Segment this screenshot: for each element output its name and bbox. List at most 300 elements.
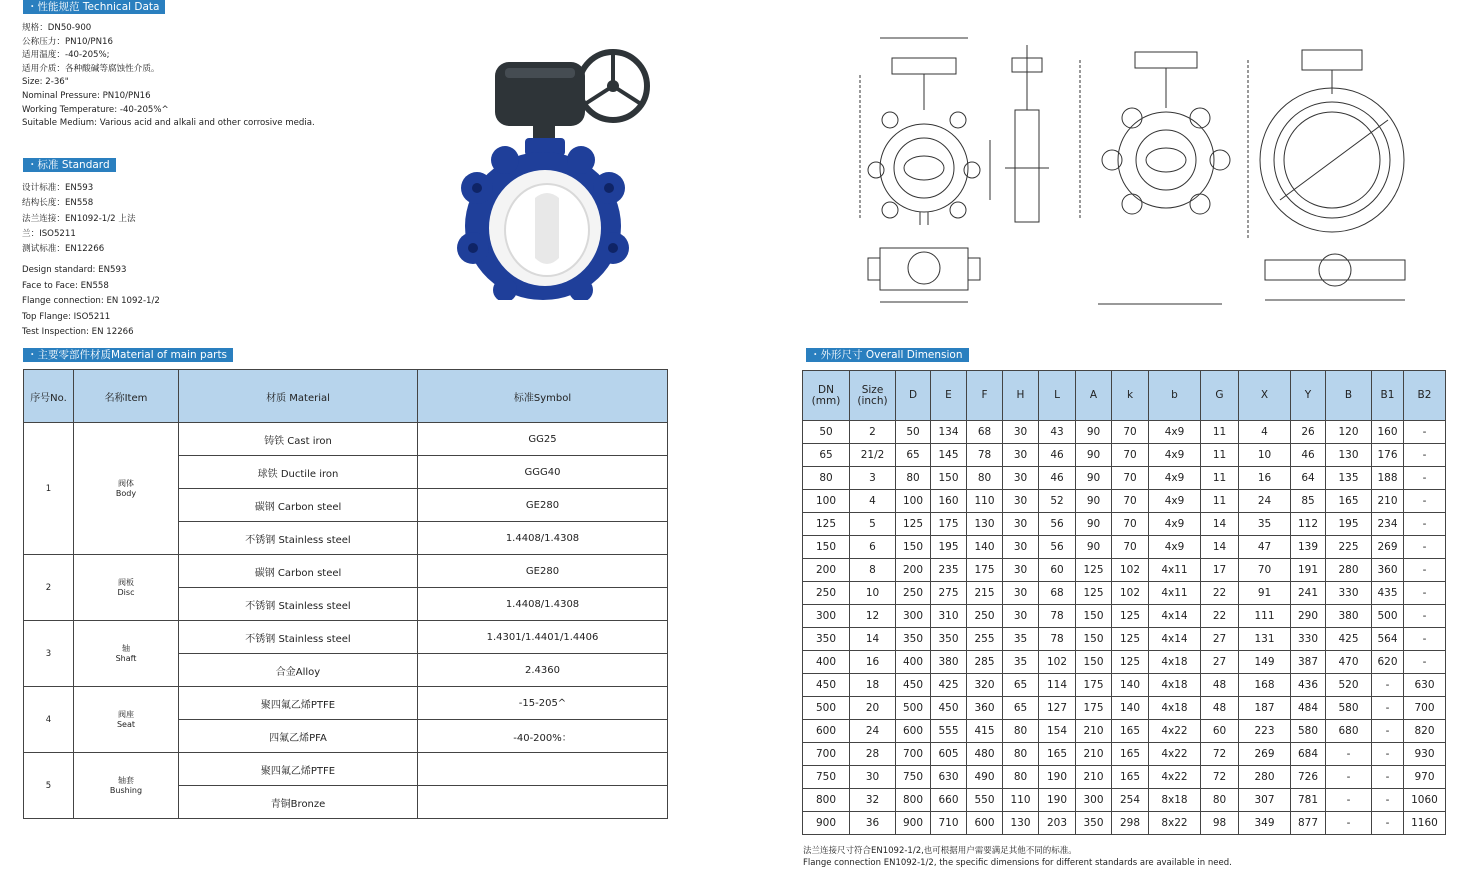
table-cell: 165	[1039, 743, 1076, 766]
table-cell: 130	[1003, 812, 1039, 835]
table-cell: 22	[1201, 605, 1239, 628]
table-cell: 72	[1201, 743, 1239, 766]
table-cell: 4x18	[1149, 697, 1201, 720]
standard-line: 法兰连接：EN1092-1/2 上法	[22, 213, 136, 224]
dimension-header: ・外形尺寸 Overall Dimension	[806, 348, 969, 362]
table-cell: 223	[1239, 720, 1291, 743]
table-cell: -	[1326, 812, 1372, 835]
part-number: 5	[24, 753, 74, 819]
table-cell: 70	[1112, 513, 1149, 536]
standard-line: Face to Face: EN558	[22, 280, 109, 291]
column-header: B2	[1404, 371, 1446, 421]
table-row	[24, 621, 668, 654]
table-cell: 800	[896, 789, 931, 812]
table-cell: 484	[1291, 697, 1326, 720]
table-cell: 11	[1201, 421, 1239, 444]
table-cell: 195	[1326, 513, 1372, 536]
table-cell: 350	[803, 628, 850, 651]
table-cell: 125	[896, 513, 931, 536]
table-cell: 415	[967, 720, 1003, 743]
column-header: H	[1003, 371, 1039, 421]
table-cell: 100	[803, 490, 850, 513]
table-cell: 280	[1326, 559, 1372, 582]
table-cell: 310	[931, 605, 967, 628]
symbol-cell: 1.4408/1.4308	[418, 588, 668, 621]
table-cell: 280	[1239, 766, 1291, 789]
standard-line: Design standard: EN593	[22, 265, 127, 275]
table-cell: 24	[850, 720, 896, 743]
table-cell: 435	[1372, 582, 1404, 605]
table-cell: 210	[1076, 743, 1112, 766]
table-cell: 400	[803, 651, 850, 674]
table-cell: 800	[803, 789, 850, 812]
table-cell: 500	[1372, 605, 1404, 628]
table-cell: 8	[850, 559, 896, 582]
table-cell: 165	[1112, 766, 1149, 789]
spec-line: 适用介质：各种酸碱等腐蚀性介质。	[22, 63, 160, 74]
table-cell: 80	[1003, 766, 1039, 789]
dimension-table	[802, 370, 1446, 835]
table-cell: 349	[1239, 812, 1291, 835]
table-cell: 14	[1201, 513, 1239, 536]
table-cell: 877	[1291, 812, 1326, 835]
table-cell: 131	[1239, 628, 1291, 651]
table-cell: 630	[1404, 674, 1446, 697]
table-cell: -	[1404, 421, 1446, 444]
table-row	[803, 536, 1446, 559]
column-header: G	[1201, 371, 1239, 421]
table-cell: 930	[1404, 743, 1446, 766]
table-row	[24, 423, 668, 456]
symbol-cell: GE280	[418, 489, 668, 522]
table-cell: 2	[850, 421, 896, 444]
table-cell: 1160	[1404, 812, 1446, 835]
spec-line: Nominal Pressure: PN10/PN16	[22, 90, 151, 101]
standard-line: Top Flange: ISO5211	[22, 311, 111, 322]
symbol-cell: GG25	[418, 423, 668, 456]
table-cell: 102	[1112, 582, 1149, 605]
table-cell: 85	[1291, 490, 1326, 513]
table-cell: 130	[1326, 444, 1372, 467]
table-cell: -	[1372, 720, 1404, 743]
table-cell: 450	[896, 674, 931, 697]
table-cell: 90	[1076, 444, 1112, 467]
table-cell: 12	[850, 605, 896, 628]
table-cell: -	[1372, 674, 1404, 697]
table-cell: 30	[1003, 421, 1039, 444]
table-cell: 10	[850, 582, 896, 605]
table-cell: 35	[1003, 628, 1039, 651]
table-cell: 726	[1291, 766, 1326, 789]
table-cell: 900	[896, 812, 931, 835]
table-cell: 605	[931, 743, 967, 766]
spec-line: Working Temperature: -40-205%^	[22, 104, 169, 115]
table-cell: -	[1372, 743, 1404, 766]
part-name-en: Disc	[117, 587, 135, 597]
table-cell: 470	[1326, 651, 1372, 674]
table-cell: 70	[1112, 467, 1149, 490]
table-cell: 130	[967, 513, 1003, 536]
column-header: A	[1076, 371, 1112, 421]
table-cell: 564	[1372, 628, 1404, 651]
standard-line: 测试标准：EN12266	[22, 244, 105, 255]
table-cell: 65	[803, 444, 850, 467]
table-cell: 16	[850, 651, 896, 674]
table-cell: 35	[1003, 651, 1039, 674]
table-cell: 80	[896, 467, 931, 490]
table-cell: -	[1372, 789, 1404, 812]
table-cell: 3	[850, 467, 896, 490]
table-cell: 620	[1372, 651, 1404, 674]
standard-line: Flange connection: EN 1092-1/2	[22, 296, 160, 307]
table-cell: 90	[1076, 421, 1112, 444]
table-cell: 68	[967, 421, 1003, 444]
spec-line: 规格：DN50-900	[22, 23, 92, 33]
table-cell: 30	[1003, 513, 1039, 536]
table-cell: 100	[896, 490, 931, 513]
table-cell: 27	[1201, 651, 1239, 674]
table-cell: 43	[1039, 421, 1076, 444]
table-cell: 250	[896, 582, 931, 605]
table-cell: 48	[1201, 697, 1239, 720]
table-cell: 200	[803, 559, 850, 582]
table-cell: 330	[1326, 582, 1372, 605]
part-number: 2	[24, 555, 74, 621]
table-cell: -	[1404, 467, 1446, 490]
technical-data-list	[22, 22, 315, 131]
column-header: 名称Item	[74, 370, 179, 423]
table-row	[803, 513, 1446, 536]
table-cell: 350	[931, 628, 967, 651]
table-cell: 700	[896, 743, 931, 766]
symbol-cell: -40-200%：	[418, 720, 668, 753]
table-cell: 30	[1003, 536, 1039, 559]
table-cell: 46	[1039, 467, 1076, 490]
symbol-cell: GE280	[418, 555, 668, 588]
table-cell: -	[1372, 812, 1404, 835]
table-cell: -	[1372, 766, 1404, 789]
drawing-lug-view	[1080, 52, 1230, 220]
table-cell: 175	[931, 513, 967, 536]
table-cell: 250	[967, 605, 1003, 628]
column-header: 序号No.	[24, 370, 74, 423]
table-cell: 425	[1326, 628, 1372, 651]
table-cell: 20	[850, 697, 896, 720]
table-cell: -	[1404, 605, 1446, 628]
standard-line: 结构长度：EN558	[22, 198, 94, 209]
table-cell: 165	[1326, 490, 1372, 513]
material-cell: 球铁 Ductile iron	[179, 456, 418, 489]
table-cell: 78	[1039, 605, 1076, 628]
table-cell: 78	[1039, 628, 1076, 651]
table-cell: -	[1404, 490, 1446, 513]
table-cell: 30	[850, 766, 896, 789]
table-cell: 387	[1291, 651, 1326, 674]
table-cell: 90	[1076, 490, 1112, 513]
part-name-en: Shaft	[115, 653, 137, 663]
spec-line: 公称压力：PN10/PN16	[22, 36, 113, 47]
dimension-note	[803, 846, 1232, 869]
table-cell: 50	[896, 421, 931, 444]
table-cell: 30	[1003, 444, 1039, 467]
table-cell: 4x14	[1149, 605, 1201, 628]
part-number: 1	[24, 423, 74, 555]
technical-data-header: ・性能规范 Technical Data	[23, 0, 165, 14]
drawing-front-view	[860, 38, 980, 225]
table-row	[803, 720, 1446, 743]
table-cell: 4x18	[1149, 674, 1201, 697]
table-cell: 50	[803, 421, 850, 444]
part-name-cn: 轴	[122, 643, 130, 653]
table-cell: 4x9	[1149, 536, 1201, 559]
table-cell: 18	[850, 674, 896, 697]
table-cell: 4x22	[1149, 720, 1201, 743]
table-cell: 150	[896, 536, 931, 559]
table-cell: 234	[1372, 513, 1404, 536]
table-cell: 127	[1039, 697, 1076, 720]
column-header: k	[1112, 371, 1149, 421]
table-cell: 350	[896, 628, 931, 651]
table-cell: 145	[931, 444, 967, 467]
table-row	[24, 555, 668, 588]
table-cell: 188	[1372, 467, 1404, 490]
table-cell: 781	[1291, 789, 1326, 812]
table-cell: 140	[967, 536, 1003, 559]
material-header: ・主要零部件材质Material of main parts	[23, 348, 233, 362]
table-cell: 24	[1239, 490, 1291, 513]
table-cell: 4x14	[1149, 628, 1201, 651]
table-cell: 4	[1239, 421, 1291, 444]
table-cell: 102	[1112, 559, 1149, 582]
table-cell: 78	[967, 444, 1003, 467]
table-cell: 307	[1239, 789, 1291, 812]
table-cell: 190	[1039, 789, 1076, 812]
table-cell: 36	[850, 812, 896, 835]
table-cell: 68	[1039, 582, 1076, 605]
table-cell: 21/2	[850, 444, 896, 467]
table-cell: 150	[1076, 651, 1112, 674]
table-cell: 30	[1003, 605, 1039, 628]
part-name-cn: 轴套	[118, 775, 134, 785]
symbol-cell: -15-205^	[418, 687, 668, 720]
handwheel-icon	[579, 52, 647, 120]
table-cell: 175	[1076, 697, 1112, 720]
part-name-en: Body	[115, 488, 137, 498]
table-cell: 4x11	[1149, 582, 1201, 605]
table-cell: 30	[1003, 490, 1039, 513]
part-name-cn: 阀板	[118, 577, 134, 587]
table-cell: 149	[1239, 651, 1291, 674]
table-cell: 140	[1112, 697, 1149, 720]
table-cell: 11	[1201, 490, 1239, 513]
table-cell: 125	[1076, 559, 1112, 582]
table-cell: 125	[803, 513, 850, 536]
table-cell: 8x22	[1149, 812, 1201, 835]
table-cell: 28	[850, 743, 896, 766]
table-cell: 80	[1003, 720, 1039, 743]
table-cell: -	[1404, 444, 1446, 467]
table-cell: 90	[1076, 536, 1112, 559]
table-cell: 1060	[1404, 789, 1446, 812]
table-cell: 215	[967, 582, 1003, 605]
table-cell: 64	[1291, 467, 1326, 490]
table-cell: 60	[1039, 559, 1076, 582]
table-cell: 91	[1239, 582, 1291, 605]
part-number: 3	[24, 621, 74, 687]
table-cell: 680	[1326, 720, 1372, 743]
table-cell: 190	[1039, 766, 1076, 789]
table-cell: 4x18	[1149, 651, 1201, 674]
table-cell: 14	[1201, 536, 1239, 559]
table-cell: 80	[803, 467, 850, 490]
drawing-large-view	[1248, 50, 1404, 240]
table-cell: 225	[1326, 536, 1372, 559]
table-cell: 139	[1291, 536, 1326, 559]
table-cell: 80	[1201, 789, 1239, 812]
table-cell: 4x9	[1149, 513, 1201, 536]
table-cell: 290	[1291, 605, 1326, 628]
table-cell: 56	[1039, 513, 1076, 536]
column-header: F	[967, 371, 1003, 421]
material-cell: 青铜Bronze	[179, 786, 418, 819]
table-row	[803, 789, 1446, 812]
table-cell: 135	[1326, 467, 1372, 490]
table-cell: 111	[1239, 605, 1291, 628]
table-cell: 660	[931, 789, 967, 812]
table-cell: 970	[1404, 766, 1446, 789]
table-cell: 490	[967, 766, 1003, 789]
table-cell: 241	[1291, 582, 1326, 605]
table-cell: 210	[1372, 490, 1404, 513]
table-row	[803, 559, 1446, 582]
table-cell: 17	[1201, 559, 1239, 582]
standard-header: ・标准 Standard	[23, 158, 116, 172]
table-cell: 300	[803, 605, 850, 628]
table-cell: 235	[931, 559, 967, 582]
table-cell: 120	[1326, 421, 1372, 444]
table-cell: 10	[1239, 444, 1291, 467]
table-cell: 90	[1076, 513, 1112, 536]
table-cell: 6	[850, 536, 896, 559]
spec-line: Suitable Medium: Various acid and alkali and other corrosive media.	[22, 118, 315, 129]
table-row	[803, 743, 1446, 766]
table-cell: 580	[1291, 720, 1326, 743]
table-cell: 48	[1201, 674, 1239, 697]
table-cell: 255	[967, 628, 1003, 651]
table-cell: 195	[931, 536, 967, 559]
table-cell: 60	[1201, 720, 1239, 743]
material-cell: 聚四氟乙烯PTFE	[179, 753, 418, 786]
table-cell: 4x9	[1149, 444, 1201, 467]
table-cell: 580	[1326, 697, 1372, 720]
table-cell: -	[1372, 697, 1404, 720]
table-cell: 160	[931, 490, 967, 513]
part-name-cn: 阀体	[118, 478, 134, 488]
table-cell: 360	[1372, 559, 1404, 582]
table-cell: 600	[896, 720, 931, 743]
table-cell: 72	[1201, 766, 1239, 789]
table-cell: 500	[896, 697, 931, 720]
table-cell: 165	[1112, 743, 1149, 766]
table-cell: 269	[1372, 536, 1404, 559]
drawing-side-view	[990, 45, 1049, 222]
standard-cn-list	[22, 181, 136, 257]
table-cell: 176	[1372, 444, 1404, 467]
table-cell: 56	[1039, 536, 1076, 559]
table-cell: 8x18	[1149, 789, 1201, 812]
table-cell: 30	[1003, 559, 1039, 582]
table-cell: 22	[1201, 582, 1239, 605]
table-cell: 500	[803, 697, 850, 720]
table-cell: 275	[931, 582, 967, 605]
table-cell: -	[1404, 513, 1446, 536]
table-cell: 400	[896, 651, 931, 674]
table-row	[803, 444, 1446, 467]
table-cell: 65	[896, 444, 931, 467]
column-header: E	[931, 371, 967, 421]
table-cell: 450	[803, 674, 850, 697]
table-row	[803, 651, 1446, 674]
table-cell: 80	[1003, 743, 1039, 766]
table-row	[803, 628, 1446, 651]
part-name	[74, 753, 179, 819]
table-cell: 710	[931, 812, 967, 835]
spec-line: Size: 2-36"	[22, 77, 69, 88]
table-cell: 125	[1112, 605, 1149, 628]
table-cell: -	[1326, 743, 1372, 766]
table-cell: 47	[1239, 536, 1291, 559]
column-header: DN (mm)	[803, 371, 850, 421]
table-cell: 5	[850, 513, 896, 536]
table-cell: -	[1326, 766, 1372, 789]
table-cell: 150	[1076, 628, 1112, 651]
table-cell: 90	[1076, 467, 1112, 490]
note-cn: 法兰连接尺寸符合EN1092-1/2,也可根据用户需要满足其他不同的标准。	[803, 846, 1077, 856]
table-cell: 65	[1003, 674, 1039, 697]
table-cell: 114	[1039, 674, 1076, 697]
table-cell: 134	[931, 421, 967, 444]
table-cell: 52	[1039, 490, 1076, 513]
table-cell: 150	[931, 467, 967, 490]
table-cell: 150	[1076, 605, 1112, 628]
table-cell: 175	[967, 559, 1003, 582]
column-header: Y	[1291, 371, 1326, 421]
table-cell: 820	[1404, 720, 1446, 743]
column-header: X	[1239, 371, 1291, 421]
spec-line: 适用温度：-40-205%;	[22, 50, 110, 61]
table-cell: 70	[1112, 536, 1149, 559]
table-row	[803, 605, 1446, 628]
symbol-cell: 1.4408/1.4308	[418, 522, 668, 555]
standard-line: 兰：ISO5211	[22, 228, 76, 239]
table-cell: 98	[1201, 812, 1239, 835]
table-cell: 150	[803, 536, 850, 559]
table-cell: 154	[1039, 720, 1076, 743]
table-cell: 32	[850, 789, 896, 812]
table-cell: 140	[1112, 674, 1149, 697]
part-number: 4	[24, 687, 74, 753]
table-cell: 203	[1039, 812, 1076, 835]
table-cell: 160	[1372, 421, 1404, 444]
material-cell: 四氟乙烯PFA	[179, 720, 418, 753]
material-cell: 铸铁 Cast iron	[179, 423, 418, 456]
table-cell: 320	[967, 674, 1003, 697]
material-cell: 不锈钢 Stainless steel	[179, 588, 418, 621]
table-cell: -	[1404, 559, 1446, 582]
table-cell: 80	[967, 467, 1003, 490]
table-cell: 550	[967, 789, 1003, 812]
table-row	[803, 490, 1446, 513]
